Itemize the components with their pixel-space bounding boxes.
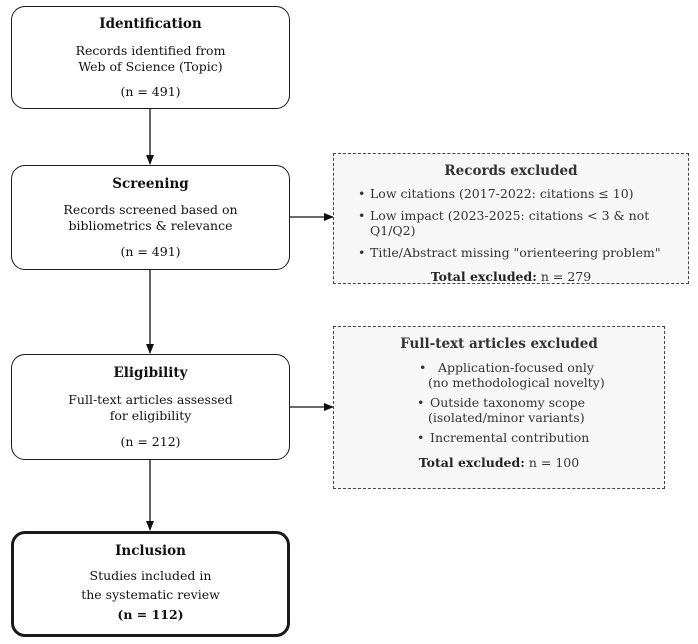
identification-title: Identification [99,16,202,32]
fulltext-excluded-total-label: Total excluded: [418,455,525,470]
identification-box [11,6,290,109]
records-excluded-item [358,208,688,238]
inclusion-body-line-2: the systematic review [81,587,220,602]
screening-body-line-2: bibliometrics & relevance [68,218,233,233]
records-excluded-item [358,186,688,201]
inclusion-count: (n = 112) [117,607,184,622]
bullet-icon: • [358,208,366,223]
screening-title: Screening [112,176,189,192]
fulltext-excluded-item [334,360,664,390]
inclusion-body [14,568,287,603]
records-excluded-box [333,153,689,284]
inclusion-title: Inclusion [115,543,186,559]
identification-body [12,43,289,75]
screening-body [12,202,289,234]
records-excluded-total-label: Total excluded: [430,269,537,284]
fulltext-excluded-item-line-1: Incremental contribution [430,430,590,445]
records-excluded-item-text: Low citations (2017-2022: citations ≤ 10) [370,186,634,201]
inclusion-body-line-1: Studies included in [89,568,212,583]
fulltext-excluded-total-value: n = 100 [528,455,580,470]
bullet-icon: • [417,395,425,410]
fulltext-excluded-item-line-2: (no methodological novelty) [428,375,605,390]
records-excluded-item-text: Low impact (2023-2025: citations < 3 & not Q1/Q2) [370,208,650,238]
identification-body-line-1: Records identified from [75,43,226,58]
fulltext-excluded-item-line-2: (isolated/minor variants) [428,410,585,425]
bullet-icon: • [419,360,427,375]
eligibility-box [11,354,290,460]
fulltext-excluded-item-line-1: Outside taxonomy scope [430,395,585,410]
records-excluded-list [334,186,688,260]
screening-body-line-1: Records screened based on [63,202,238,217]
eligibility-body-line-1: Full-text articles assessed [68,392,233,407]
screening-box [11,165,290,270]
fulltext-excluded-box [333,326,665,489]
screening-count: (n = 491) [120,244,181,259]
fulltext-excluded-title: Full-text articles excluded [400,336,598,352]
identification-body-line-2: Web of Science (Topic) [78,59,223,74]
eligibility-body [12,392,289,424]
bullet-icon: • [358,186,366,201]
records-excluded-item [358,245,688,260]
bullet-icon: • [358,245,366,260]
fulltext-excluded-item-line-1: Application-focused only [438,360,594,375]
records-excluded-total-value: n = 279 [540,269,592,284]
fulltext-excluded-item [334,430,664,445]
eligibility-title: Eligibility [113,365,188,381]
eligibility-body-line-2: for eligibility [109,408,192,423]
records-excluded-total [334,269,688,284]
fulltext-excluded-list [334,360,664,445]
fulltext-excluded-item [334,395,664,425]
records-excluded-title: Records excluded [444,163,578,179]
records-excluded-item-text: Title/Abstract missing "orienteering problem" [370,245,661,260]
inclusion-box [11,531,290,637]
bullet-icon: • [417,430,425,445]
eligibility-count: (n = 212) [120,434,181,449]
fulltext-excluded-total [334,455,664,470]
identification-count: (n = 491) [120,84,181,99]
